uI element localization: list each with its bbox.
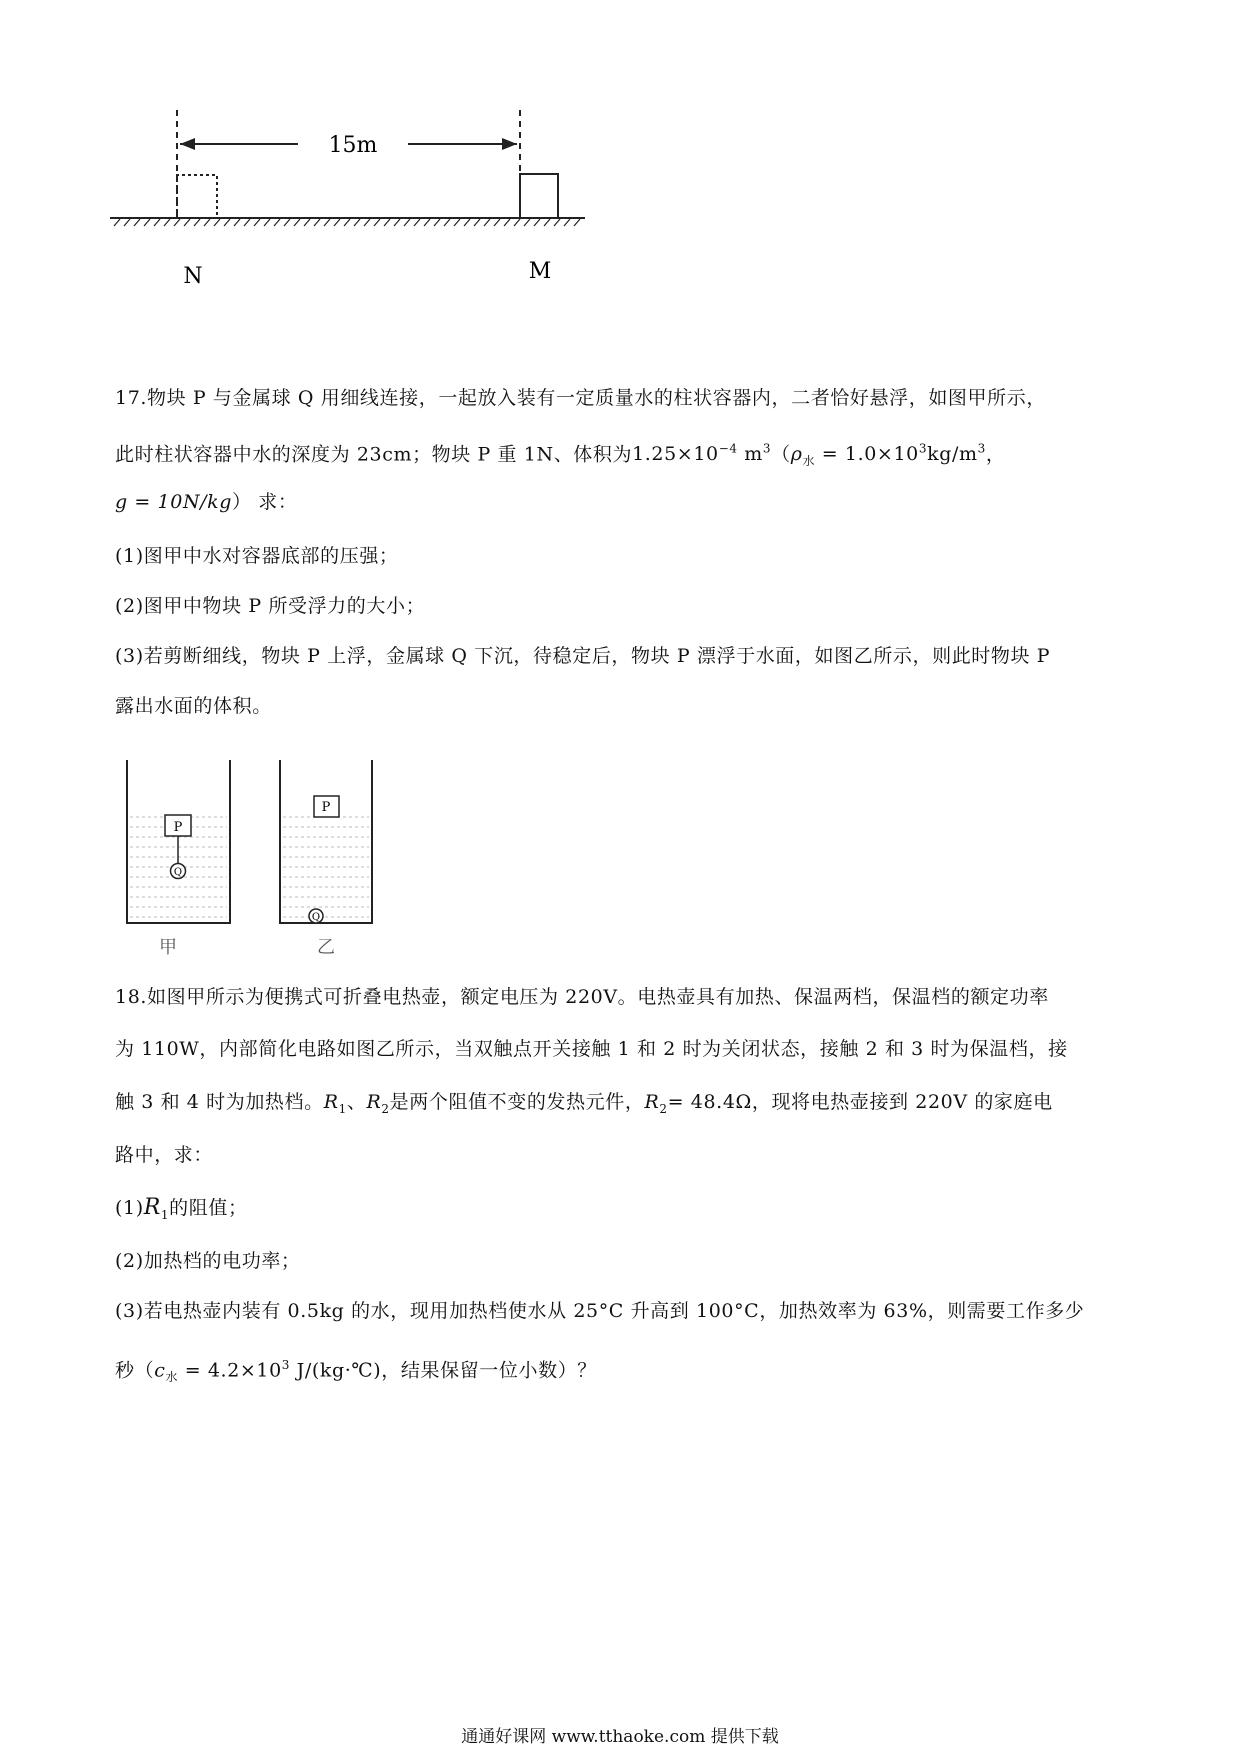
q18-specific-heat: c [154,1359,166,1382]
block-p-right-label: P [321,800,331,815]
q18-part3-line2: 秒（$c_水 = 4.2\times 10^3$ J/(kg·℃)，结果保留一位小数）？ [115,1358,597,1385]
q18-part1: $(1)R_1$的阻值； [115,1195,248,1222]
container-right [280,760,372,923]
ball-q-left-label: Q [173,867,183,878]
q18-line3: 触 3 和 4 时为加热档。$R_1$、$R_2$是两个阻值不变的发热元件，$R_2= 48.4\Omega$，现将电热壶接到 220V 的家庭电 [115,1091,1053,1116]
q17-part2: (2)图甲中物块 P 所受浮力的大小； [115,595,426,617]
q17-line2: 此时柱状容器中水的深度为 23cm；物块 P 重 1N、体积为$1.25\times 10^{-4}$ $m^3(\rho_水 = 1.0\times 10^3kg/m^3$， [115,442,1006,469]
q17-part3-line1: (3)若剪断细线，物块 P 上浮，金属球 Q 下沉，待稳定后，物块 P 漂浮于水面，如图乙所示，则此时物块 P [115,645,1051,667]
page-footer: 通通好课网 www.tthaoke.com 提供下载 [461,1727,779,1747]
water-lines-right [283,817,369,917]
q18-r1: R [323,1091,339,1113]
left-arrowhead-icon [180,138,195,150]
q18-r2-value: = 48.4Ω [667,1091,752,1113]
q17-volume: $1.25\times 10^{-4}$ $m^3$ [632,442,772,466]
q17-line3: g = 10N/kg） 求： [115,491,298,513]
box-n-dashed [177,175,217,218]
ground-hatching [114,219,580,226]
q17-part3-line2: 露出水面的体积。 [115,695,272,717]
q18-line1: 18.如图甲所示为便携式可折叠电热壶，额定电压为 220V。电热壶具有加热、保温两档，保温档的额定功率 [115,986,1049,1008]
containers-diagram [110,755,430,955]
q17-line2-text: 此时柱状容器中水的深度为 23cm；物块 P 重 1N、体积为 [115,443,633,466]
q18-line4: 路中，求： [115,1144,214,1166]
ball-q-right-label: Q [311,912,321,923]
q17-gravity: g = 10N/kg [115,491,233,513]
block-p-left-label: P [173,820,183,835]
q17-line1: 17.物块 P 与金属球 Q 用细线连接，一起放入装有一定质量水的柱状容器内，二者恰好悬浮，如图甲所示， [115,387,1046,409]
caption-right: 乙 [317,937,335,955]
q17-density: $\rho_水 = 1.0\times 10^3kg/m^3$ [790,442,986,469]
caption-left: 甲 [159,937,177,955]
box-m [520,174,558,218]
label-m: M [528,259,552,284]
q18-part2: (2)加热档的电功率； [115,1250,301,1272]
right-arrowhead-icon [502,138,517,150]
distance-diagram [100,100,660,300]
q18-part3-line1: (3)若电热壶内装有 0.5kg 的水，现用加热档使水从 25°C 升高到 100°C，加热效率为 63%，则需要工作多少 [115,1300,1085,1322]
label-n: N [183,264,203,289]
q18-line2: 为 110W，内部简化电路如图乙所示，当双触点开关接触 1 和 2 时为关闭状态，接触 2 和 3 时为保温档，接 [115,1038,1068,1060]
distance-label: 15m [328,133,378,158]
q18-r2: R [366,1091,382,1113]
q17-part1: (1)图甲中水对容器底部的压强； [115,545,399,567]
